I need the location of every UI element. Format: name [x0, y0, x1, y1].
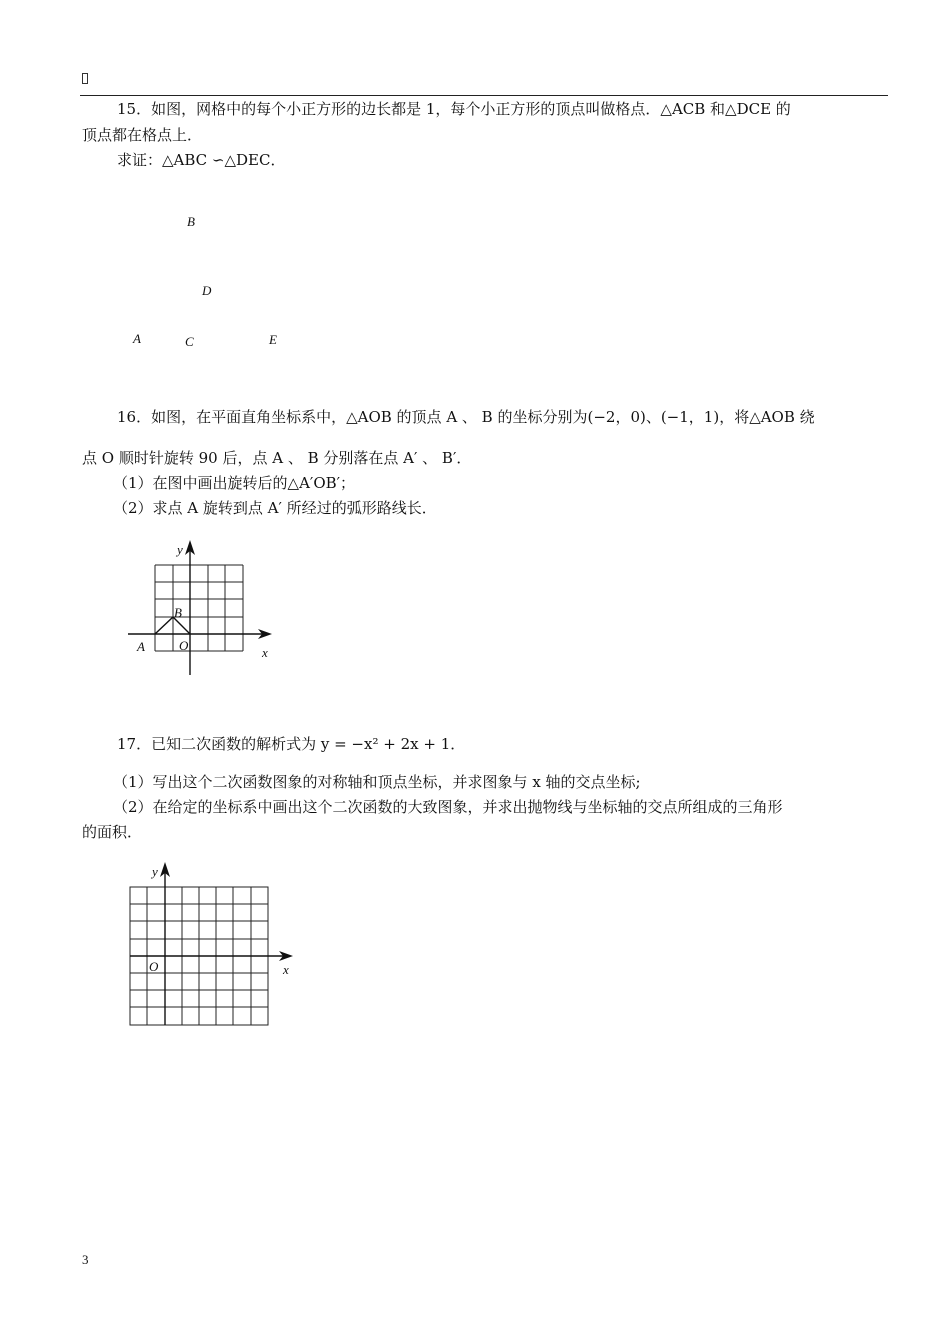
- page-number: 3: [82, 1252, 89, 1267]
- q16-line2: 点 O 顺时针旋转 90 后，点 A 、 B 分别落在点 A′ 、 B′．: [82, 449, 472, 467]
- q17-label-x: x: [283, 962, 289, 977]
- q16-item1: （1）在图中画出旋转后的△A′OB′；: [113, 474, 356, 492]
- q17-label-o: O: [149, 959, 159, 974]
- q17-item1: （1）写出这个二次函数图象的对称轴和顶点坐标，并求图象与 x 轴的交点坐标;: [113, 773, 641, 791]
- q15-label-e: E: [269, 332, 277, 347]
- q17-item2b: 的面积．: [82, 823, 143, 841]
- q16-label-x: x: [262, 645, 268, 660]
- q17-item2: （2）在给定的坐标系中画出这个二次函数的大致图象，并求出抛物线与坐标轴的交点所组成的三角形: [113, 798, 783, 816]
- q16-label-o: O: [179, 638, 189, 653]
- q16-item2: （2）求点 A 旋转到点 A′ 所经过的弧形路线长．: [113, 499, 437, 517]
- q16-label-b: B: [174, 605, 182, 620]
- q15-label-c: C: [185, 334, 194, 349]
- q17-label-y: y: [152, 864, 158, 879]
- q15-label-a: A: [133, 331, 141, 346]
- q17-line1: 17．已知二次函数的解析式为 y = −x² + 2x + 1．: [117, 735, 466, 753]
- q15-line2: 顶点都在格点上．: [82, 126, 203, 144]
- q15-line3: 求证：△ABC ∽△DEC．: [117, 151, 286, 169]
- q16-label-y: y: [177, 542, 183, 557]
- q15-label-b: B: [187, 214, 195, 229]
- q16-line1: 16．如图，在平面直角坐标系中，△AOB 的顶点 A 、 B 的坐标分别为(−2，0)、(−1，1)，将△AOB 绕: [117, 408, 815, 426]
- q15-label-d: D: [202, 283, 212, 298]
- q16-label-a: A: [137, 639, 145, 654]
- q15-line1: 15．如图，网格中的每个小正方形的边长都是 1，每个小正方形的顶点叫做格点．△ACB 和△DCE 的: [117, 100, 791, 118]
